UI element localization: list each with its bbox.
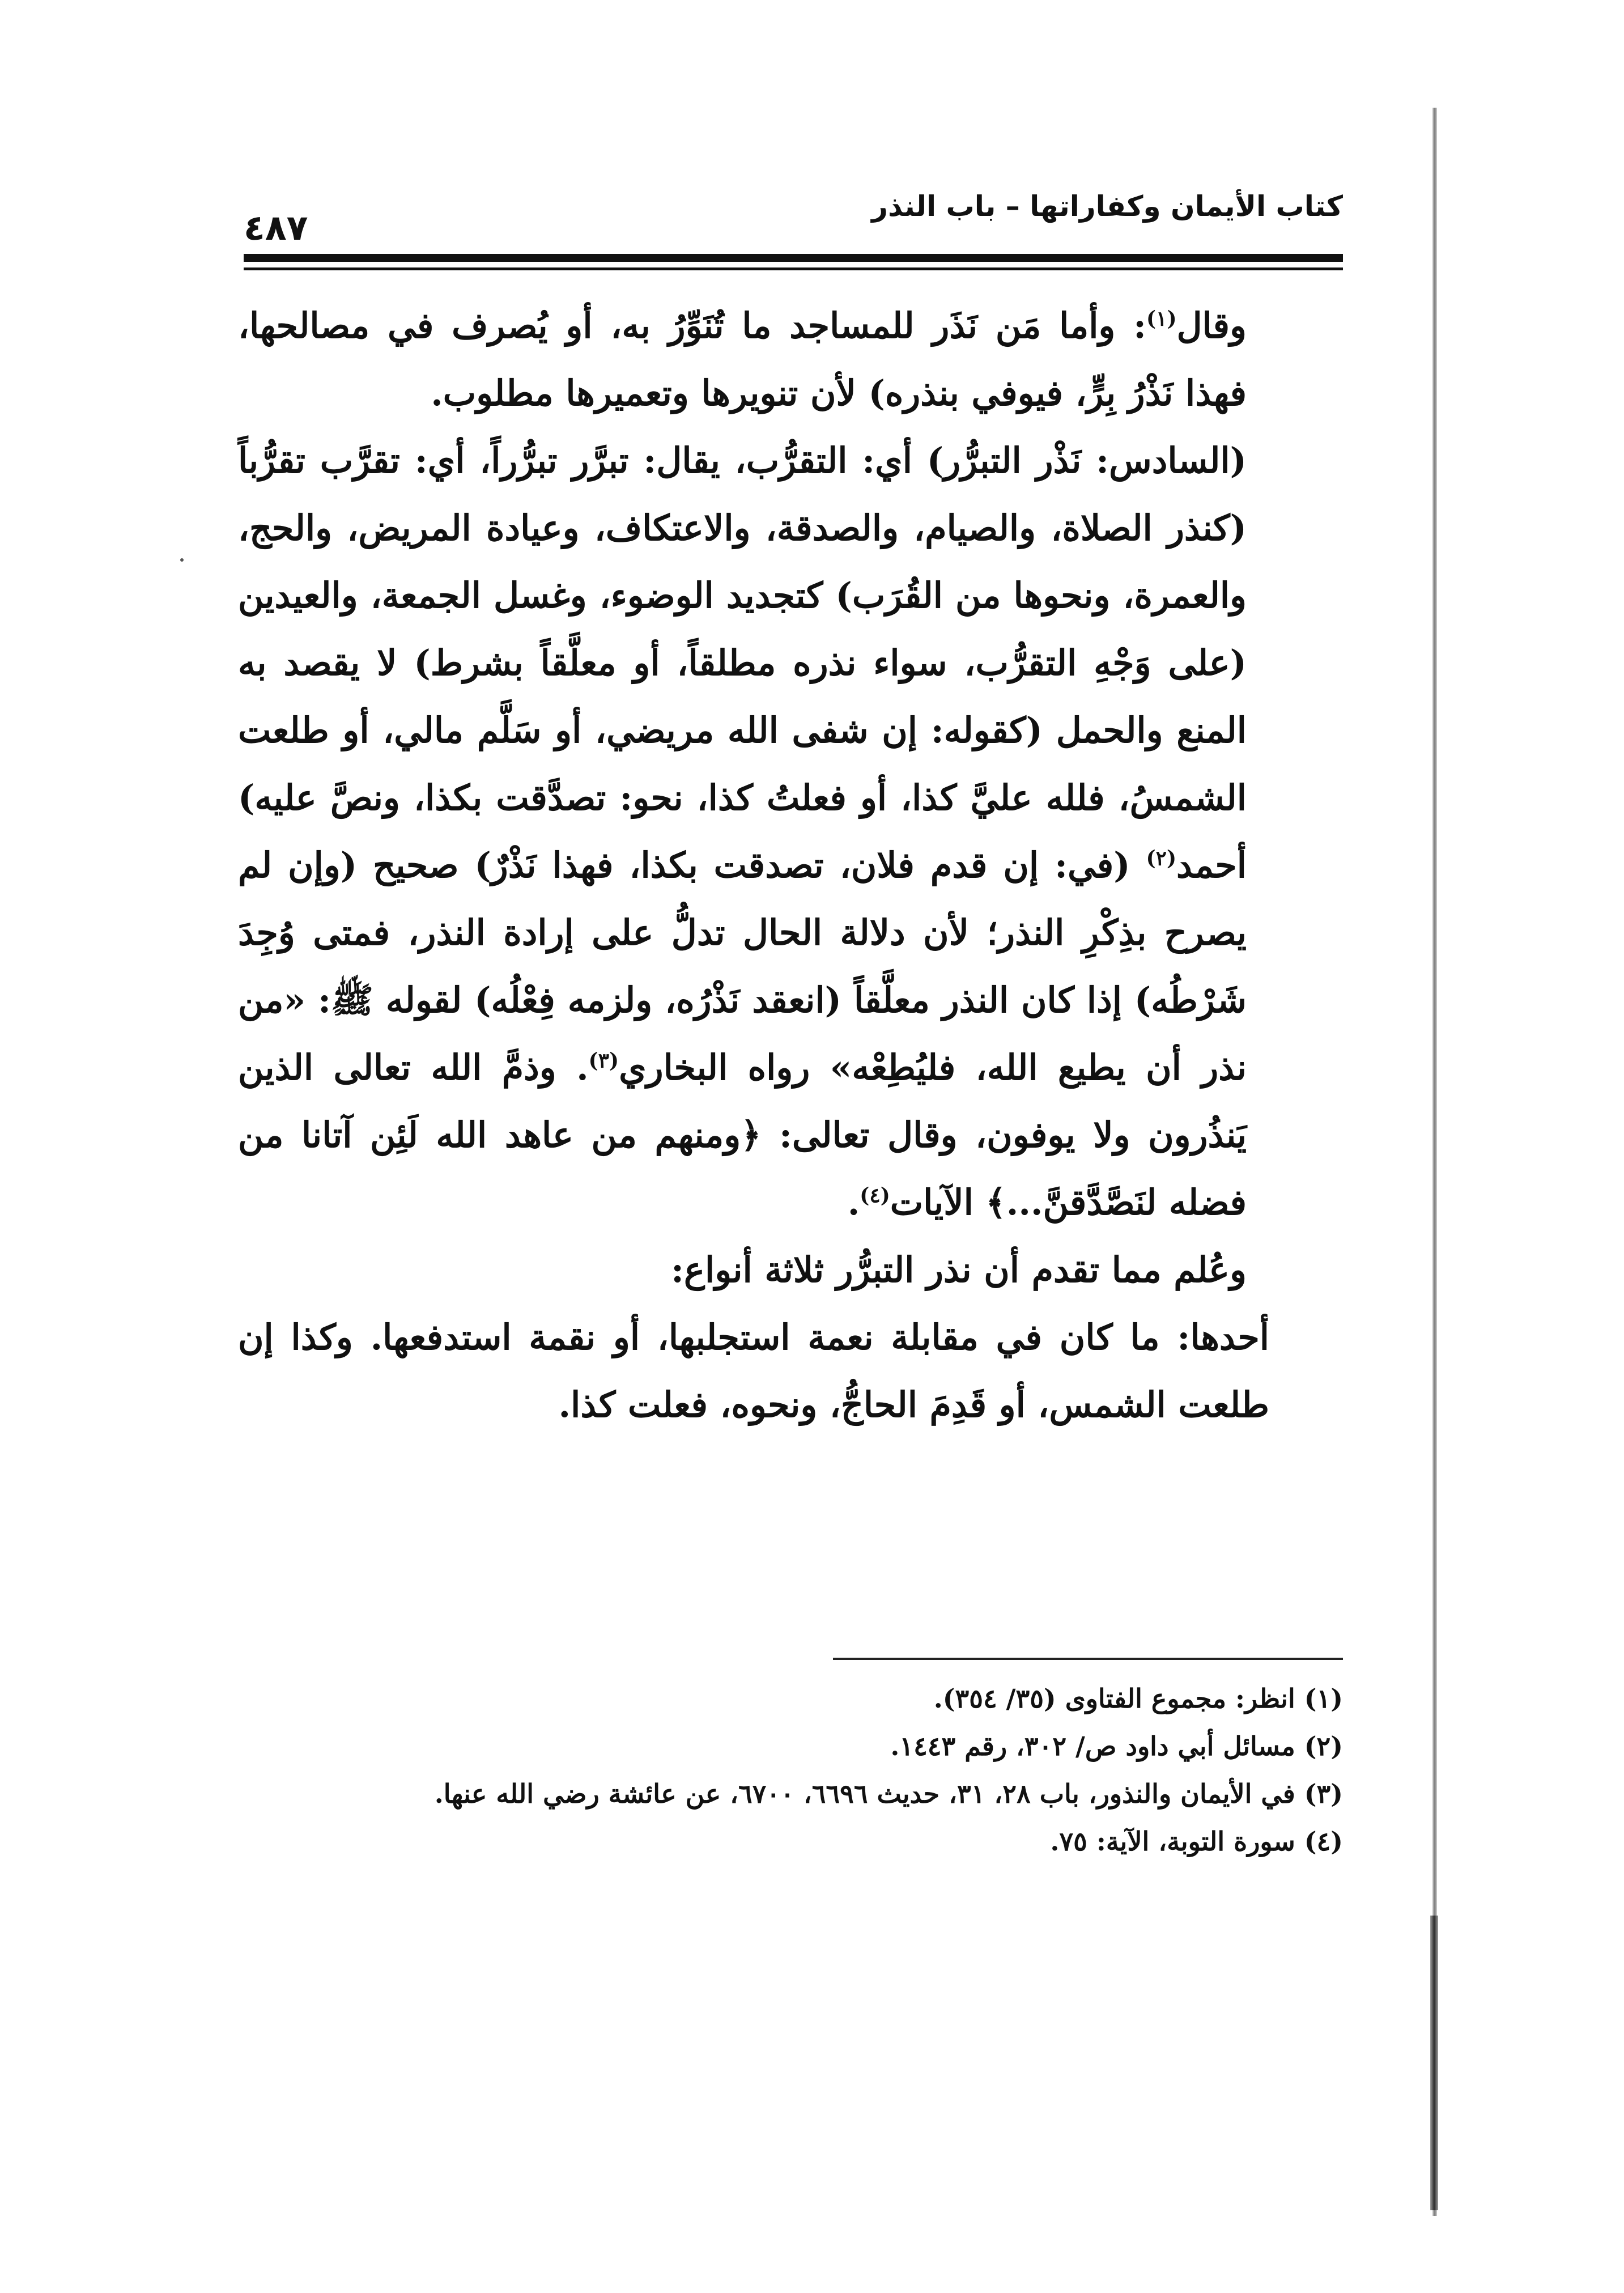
paragraph-2: (السادس: نَذْر التبرُّر) أي: التقرُّب، يقال: تبرَّر تبرُّراً، أي: تقرَّب تقرُّباً (كنذر الصلاة، والصيام، والصدقة، والاعتكاف، وعيادة المريض، والحج، والعمرة، ونحوها من القُرَب) كتجديد الوضوء، وغسل الجمعة، والعيدين (على وَجْهِ التقرُّب، سواء نذره مطلقاً، أو معلَّقاً بشرط) لا يقصد به المنع والحمل (كقوله: إن شفى الله مريضي، أو سَلَّم مالي، أو طلعت الشمسُ، فلله عليَّ كذا، أو فعلتُ كذا، نحو: تصدَّقت بكذا، ونصَّ عليه) أحمد$^{(٢)}$ (في: إن قدم فلان، تصدقت بكذا، فهذا نَذْرٌ) صحيح (وإن لم يصرح بذِكْرِ النذر؛ لأن دلالة الحال تدلُّ على إرادة النذر، فمتى وُجِدَ شَرْطُه) إذا كان النذر معلَّقاً (انعقد نَذْرُه، ولزمه فِعْلُه) لقوله ﷺ: «من نذر أن يطيع الله، فليُطِعْه» رواه البخاري$^{(٣)}$. وذمَّ الله تعالى الذين يَنذُرون ولا يوفون، وقال تعالى: ﴿ومنهم من عاهد الله لَئِن آتانا من فضله لنَصَّدَّقنَّ...﴾ الآيات$^{(٤)}$.	[238, 440, 1247, 1223]
page-header	[244, 179, 1343, 264]
footnote-4: (٤) سورة التوبة، الآية: ٧٥.	[1050, 1826, 1343, 1857]
paragraph-1: وقال$^{(١)}$: وأما مَن نَذَر للمساجد ما تُنَوِّرُ به، أو يُصرف في مصالحها، فهذا نَذْرُ بِرٍّ، فيوفي بنذره) لأن تنويرها وتعميرها مطلوب.	[238, 305, 1247, 414]
footnote-1: (١) انظر: مجموع الفتاوى (٣٥/ ٣٥٤).	[933, 1683, 1343, 1714]
page-edge-shadow	[1432, 108, 1437, 2216]
footnote-2: (٢) مسائل أبي داود ص/ ٣٠٢، رقم ١٤٤٣.	[890, 1731, 1343, 1761]
paragraph-4: أحدها: ما كان في مقابلة نعمة استجلبها، أو نقمة استدفعها. وكذا إن طلعت الشمس، أو قَدِمَ الحاجُّ، ونحوه، فعلت كذا.	[238, 1317, 1269, 1425]
page-number: ٤٨٧	[244, 207, 308, 248]
page-edge-shadow-dark	[1430, 1916, 1438, 2210]
paragraph-3: وعُلم مما تقدم أن نذر التبرُّر ثلاثة أنواع:	[671, 1249, 1247, 1290]
footnote-separator	[833, 1658, 1343, 1660]
footnote-3: (٣) في الأيمان والنذور، باب ٢٨، ٣١، حديث ٦٦٩٦، ٦٧٠٠، عن عائشة رضي الله عنها.	[434, 1778, 1343, 1809]
footnotes	[238, 1675, 1343, 1865]
running-title: كتاب الأيمان وكفاراتها – باب النذر	[871, 190, 1343, 223]
main-text	[238, 292, 1343, 1438]
header-rule-thick	[244, 254, 1343, 262]
scan-speck	[180, 558, 184, 562]
header-rule-thin	[244, 267, 1343, 270]
